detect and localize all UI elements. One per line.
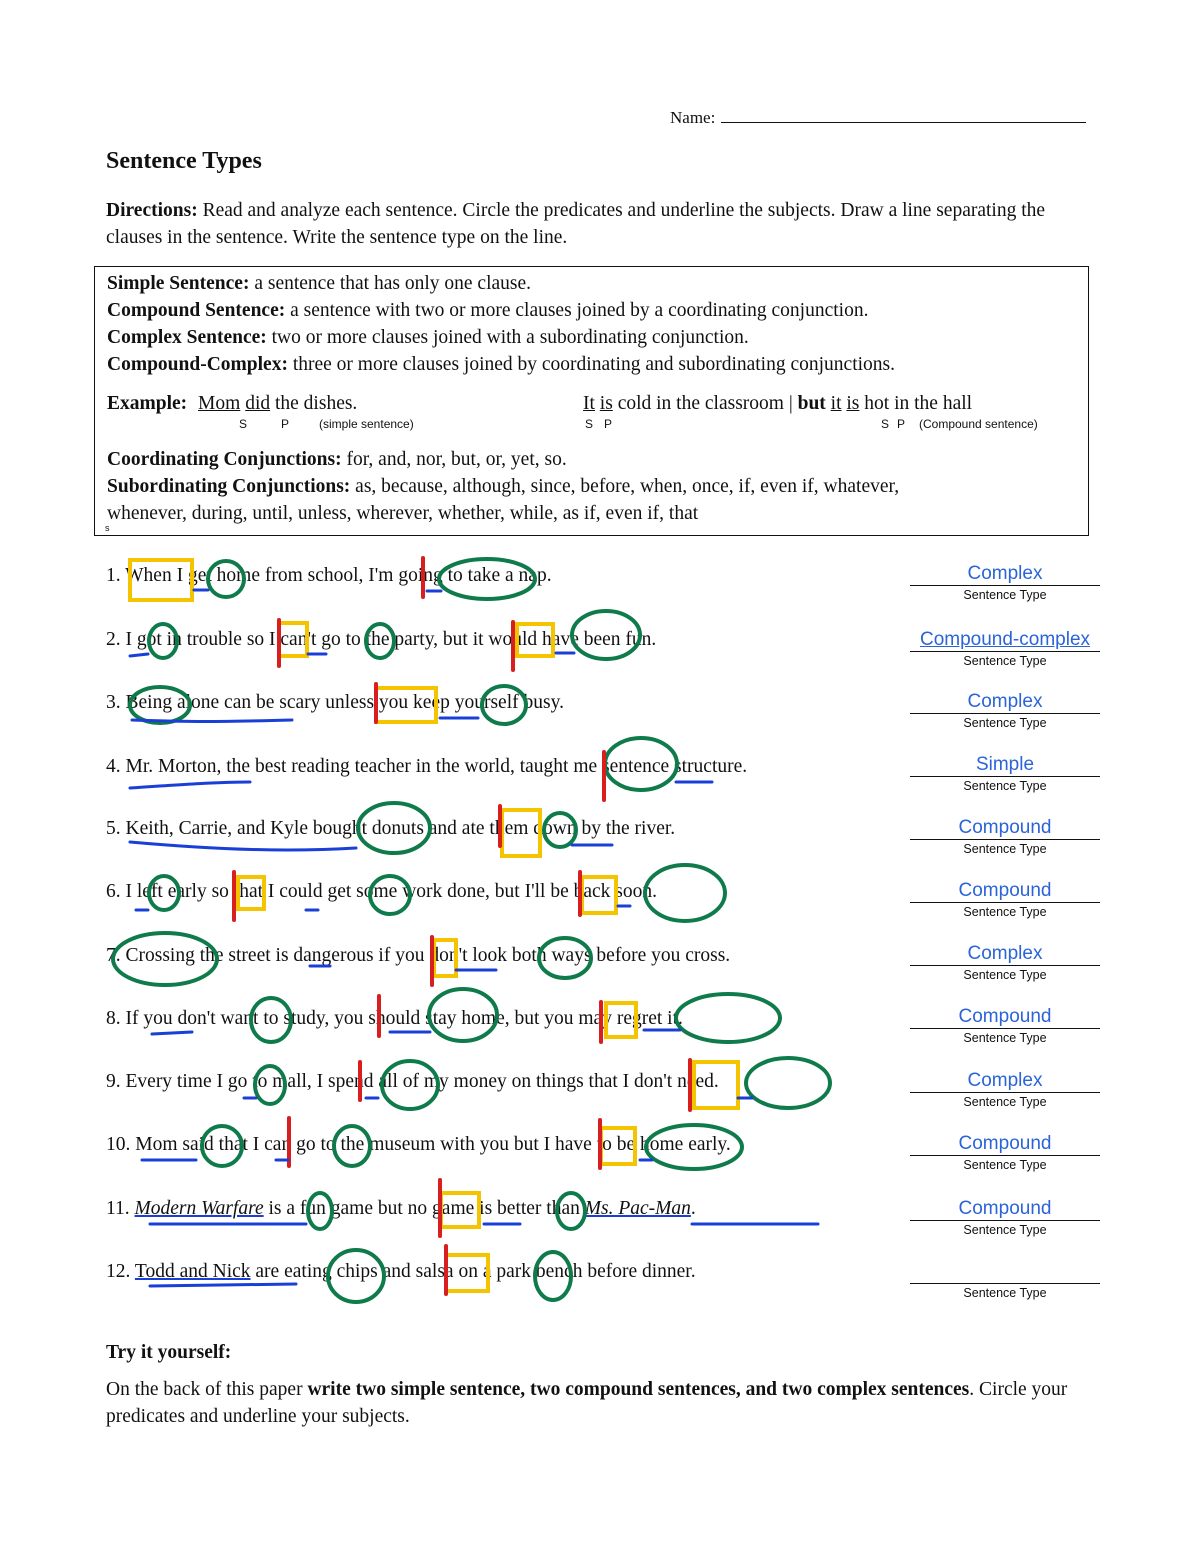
predicate-circle: [645, 865, 725, 921]
subject-underline: [130, 782, 250, 788]
subject-underline: [152, 1032, 192, 1034]
subject-underline: [132, 720, 292, 722]
sentence-8: 8. If you don't want to study, you should stay home, but you may regret it.: [106, 1008, 683, 1029]
subject-underline: [130, 842, 356, 850]
answer-8[interactable]: [910, 1006, 1100, 1045]
answer-1[interactable]: [910, 563, 1100, 602]
conjunction-boxes: [130, 560, 738, 1291]
name-label: Name:: [670, 108, 716, 127]
answer-3[interactable]: [910, 691, 1100, 730]
predicate-circle: [746, 1058, 830, 1108]
answer-value[interactable]: Complex: [910, 1070, 1100, 1093]
subject-underline: [150, 1284, 296, 1286]
example2-subject: It: [583, 393, 595, 414]
definition-simple: [107, 273, 531, 295]
sentence-10: 10. Mom said that I can go to the museum with you but I have to be home early.: [106, 1134, 731, 1155]
clause-dividers: [234, 558, 690, 1294]
answer-value[interactable]: Compound: [910, 1006, 1100, 1029]
definition-text: a sentence that has only one clause.: [249, 273, 532, 294]
sub-label: Subordinating Conjunctions:: [107, 476, 351, 497]
example2-mid: cold in the classroom |: [612, 393, 798, 414]
example2-conj: but: [797, 393, 826, 414]
example2-subject-2: it: [830, 393, 842, 414]
answer-value[interactable]: Simple: [910, 754, 1100, 777]
sentence-3: 3. Being alone can be scary unless you keep yourself busy.: [106, 692, 564, 713]
definition-compound: [107, 300, 868, 322]
stray-mark: s: [105, 523, 110, 533]
definition-term: Compound-Complex:: [107, 354, 288, 375]
sentence-type-label: Sentence Type: [963, 1031, 1047, 1045]
example2-note: (Compound sentence): [919, 417, 1038, 431]
sub-list: as, because, although, since, before, when, once, if, even if, whatever,: [350, 476, 900, 497]
predicate-circle: [676, 994, 780, 1042]
definition-complex: [107, 327, 749, 349]
coord-list: for, and, nor, but, or, yet, so.: [341, 449, 567, 470]
sentence-5: 5. Keith, Carrie, and Kyle bought donuts and ate them down by the river.: [106, 818, 676, 839]
example2-predicate: is: [599, 393, 613, 414]
subordinating-conjunctions-2: whenever, during, until, unless, wherever, whether, while, as if, even if, that: [107, 503, 699, 524]
subject-underline: [130, 654, 148, 656]
sentence-mid: is a fun game but no game is better than: [263, 1198, 585, 1219]
sentence-type-label: Sentence Type: [963, 1223, 1047, 1237]
sentence-type-label: Sentence Type: [963, 654, 1047, 668]
answer-5[interactable]: [910, 817, 1100, 856]
title-ms-pac-man: Ms. Pac-Man: [584, 1198, 691, 1219]
sentence-type-label: Sentence Type: [963, 588, 1047, 602]
try-heading: Try it yourself:: [106, 1342, 232, 1363]
sentence-4: 4. Mr. Morton, the best reading teacher in the world, taught me sentence structure.: [106, 756, 748, 777]
example-rest: the dishes.: [270, 393, 358, 414]
sentence-type-label: Sentence Type: [963, 1158, 1047, 1172]
answer-12[interactable]: [910, 1261, 1100, 1300]
page-title: Sentence Types: [106, 148, 262, 174]
definition-text: a sentence with two or more clauses joined by a coordinating conjunction.: [285, 300, 869, 321]
try-intro: On the back of this paper: [106, 1379, 308, 1400]
answer-value[interactable]: Compound-complex: [910, 629, 1100, 652]
example2-predicate-2: is: [846, 393, 860, 414]
answer-value[interactable]: Compound: [910, 1198, 1100, 1221]
sentence-12: [106, 1261, 696, 1283]
answer-4[interactable]: [910, 754, 1100, 793]
title-modern-warfare: Modern Warfare: [134, 1198, 264, 1219]
try-text: [106, 1376, 1086, 1430]
sentence-11: [106, 1198, 696, 1220]
answer-value[interactable]: Complex: [910, 563, 1100, 586]
example-s-marker: S: [239, 417, 248, 431]
definition-term: Simple Sentence:: [107, 273, 250, 294]
example2-p-marker: P: [604, 417, 613, 431]
sentence-end: .: [690, 1198, 696, 1219]
directions-label: Directions:: [106, 200, 198, 221]
example2-s-marker: S: [585, 417, 594, 431]
definition-term: Complex Sentence:: [107, 327, 267, 348]
coord-label: Coordinating Conjunctions:: [107, 449, 342, 470]
definition-text: two or more clauses joined with a subordinating conjunction.: [266, 327, 749, 348]
sentence-6: 6. I left early so that I could get some work done, but I'll be back soon.: [106, 881, 657, 902]
answer-2[interactable]: [910, 629, 1100, 668]
sentence-type-label: Sentence Type: [963, 1286, 1047, 1300]
sentence-type-label: Sentence Type: [963, 905, 1047, 919]
example2-rest: hot in the hall: [859, 393, 973, 414]
example-subject: Mom: [198, 393, 241, 414]
directions: [106, 197, 1086, 251]
answer-value[interactable]: Complex: [910, 691, 1100, 714]
example-line: [107, 393, 357, 415]
try-bold: write two simple sentence, two compound sentences, and two complex sentences: [307, 1379, 970, 1400]
example-predicate: did: [245, 393, 271, 414]
sentence-type-label: Sentence Type: [963, 716, 1047, 730]
coordinating-conjunctions: [107, 449, 567, 471]
answer-value[interactable]: Compound: [910, 880, 1100, 903]
sentence-number: 12.: [106, 1261, 135, 1282]
subordinating-conjunctions: [107, 476, 899, 498]
sentence-type-label: Sentence Type: [963, 842, 1047, 856]
try-outro: . Circle your predicates and underline your subjects.: [106, 1379, 1068, 1427]
sentence-number: 11.: [106, 1198, 135, 1219]
sentence-1: 1. When I get home from school, I'm going to take a nap.: [106, 565, 552, 586]
answer-value[interactable]: [910, 1261, 1100, 1284]
name-blank[interactable]: [721, 108, 1086, 123]
example-note: (simple sentence): [319, 417, 414, 431]
example2-s-marker-2: S: [881, 417, 890, 431]
answer-6[interactable]: [910, 880, 1100, 919]
definition-text: three or more clauses joined by coordinating and subordinating conjunctions.: [287, 354, 895, 375]
sentence-type-label: Sentence Type: [963, 968, 1047, 982]
example-label: Example:: [107, 393, 188, 414]
answer-7[interactable]: [910, 943, 1100, 982]
example-p-marker: P: [281, 417, 290, 431]
answer-9[interactable]: [910, 1070, 1100, 1109]
answer-11[interactable]: [910, 1198, 1100, 1237]
definitions-box: [94, 266, 1089, 536]
name-field[interactable]: [670, 108, 1086, 128]
answer-value[interactable]: Compound: [910, 1133, 1100, 1156]
sentence-end: are eating chips and salsa on a park bench before dinner.: [250, 1261, 696, 1282]
example-line-2: [583, 393, 972, 415]
definition-term: Compound Sentence:: [107, 300, 286, 321]
sentence-9: 9. Every time I go to mall, I spend all of my money on things that I don't need.: [106, 1071, 719, 1092]
predicate-circles: [113, 559, 830, 1302]
definition-compound-complex: [107, 354, 895, 376]
answer-10[interactable]: [910, 1133, 1100, 1172]
sentence-7: 7. Crossing the street is dangerous if you don't look both ways before you cross.: [106, 945, 731, 966]
example2-p-marker-2: P: [897, 417, 906, 431]
answer-value[interactable]: Complex: [910, 943, 1100, 966]
sentence-subject: Todd and Nick: [134, 1261, 251, 1282]
sentence-2: 2. I got in trouble so I can't go to the party, but it would have been fun.: [106, 629, 657, 650]
sentence-type-label: Sentence Type: [963, 1095, 1047, 1109]
directions-text: Read and analyze each sentence. Circle the predicates and underline the subjects. Draw a line separating the clauses in the sentence. Write the sentence type on the line.: [106, 200, 1046, 248]
answer-value[interactable]: Compound: [910, 817, 1100, 840]
sentence-type-label: Sentence Type: [963, 779, 1047, 793]
